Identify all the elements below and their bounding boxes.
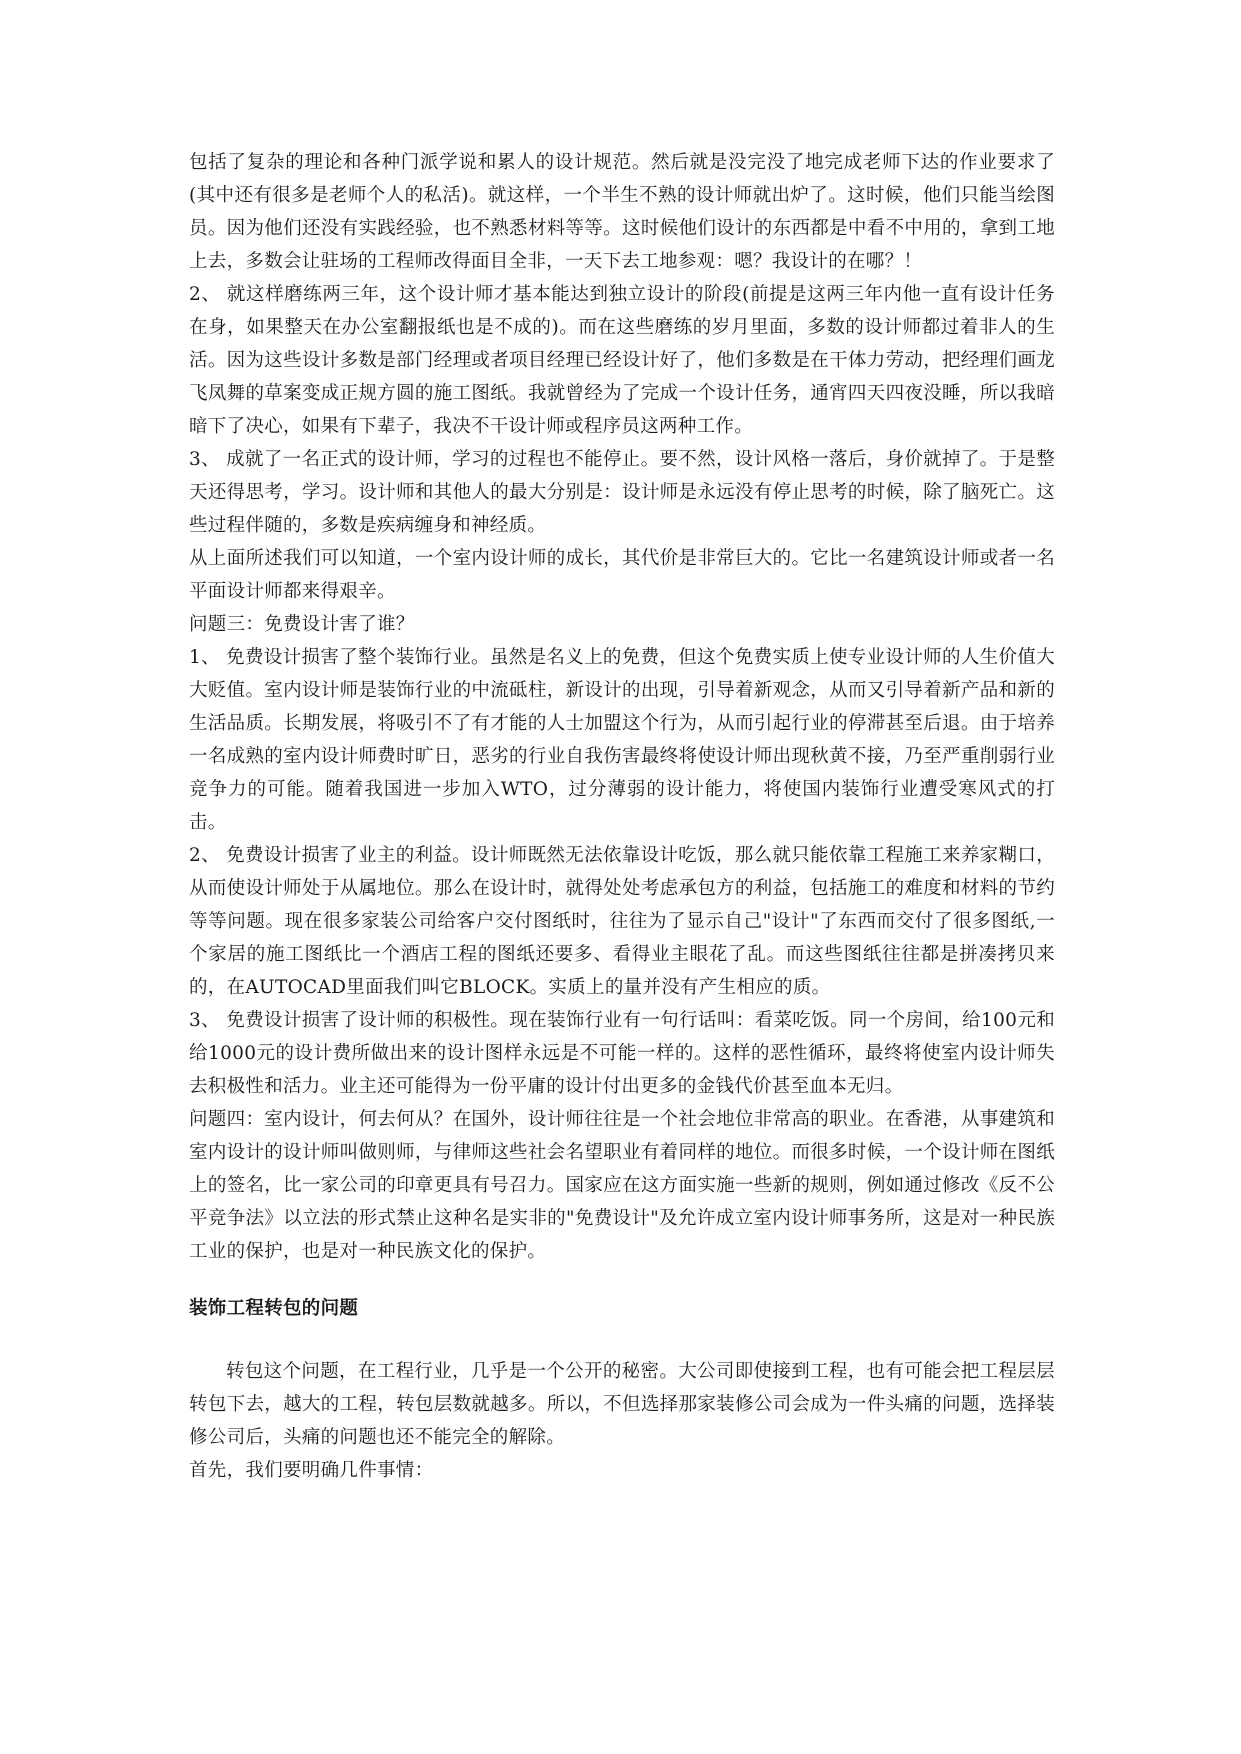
paragraph: 3、 成就了一名正式的设计师，学习的过程也不能停止。要不然，设计风格一落后，身价就掉了。于是整天还得思考，学习。设计师和其他人的最大分别是：设计师是永远没有停止思考的时候，除了脑死亡。这些过程伴随的，多数是疾病缠身和神经质。 bbox=[189, 449, 1055, 536]
paragraph: 3、 免费设计损害了设计师的积极性。现在装饰行业有一句行话叫：看菜吃饭。同一个房间，给100元和给1000元的设计费所做出来的设计图样永远是不可能一样的。这样的恶性循环，最终将使室内设计师失去积极性和活力。业主还可能得为一份平庸的设计付出更多的金钱代价甚至血本无归。 bbox=[189, 1010, 1055, 1097]
document-page bbox=[189, 146, 1055, 1487]
paragraph: 问题四：室内设计，何去何从？在国外，设计师往往是一个社会地位非常高的职业。在香港，从事建筑和室内设计的设计师叫做则师，与律师这些社会名望职业有着同样的地位。而很多时候，一个设计师在图纸上的签名，比一家公司的印章更具有号召力。国家应在这方面实施一些新的规则，例如通过修改《反不公平竞争法》以立法的形式禁止这种名是实非的"免费设计"及允许成立室内设计师事务所，这是对一种民族工业的保护，也是对一种民族文化的保护。 bbox=[189, 1109, 1055, 1262]
paragraph: 转包这个问题，在工程行业，几乎是一个公开的秘密。大公司即使接到工程，也有可能会把工程层层转包下去，越大的工程，转包层数就越多。所以，不但选择那家装修公司会成为一件头痛的问题，选择装修公司后，头痛的问题也还不能完全的解除。 bbox=[189, 1361, 1055, 1448]
paragraph: 2、 就这样磨练两三年，这个设计师才基本能达到独立设计的阶段(前提是这两三年内他一直有设计任务在身，如果整天在办公室翻报纸也是不成的)。而在这些磨练的岁月里面，多数的设计师都过着非人的生活。因为这些设计多数是部门经理或者项目经理已经设计好了，他们多数是在干体力劳动，把经理们画龙飞凤舞的草案变成正规方圆的施工图纸。我就曾经为了完成一个设计任务，通宵四天四夜没睡，所以我暗暗下了决心，如果有下辈子，我决不干设计师或程序员这两种工作。 bbox=[189, 284, 1055, 437]
paragraph: 问题三：免费设计害了谁？ bbox=[189, 614, 415, 635]
paragraph: 包括了复杂的理论和各种门派学说和累人的设计规范。然后就是没完没了地完成老师下达的作业要求了(其中还有很多是老师个人的私活)。就这样，一个半生不熟的设计师就出炉了。这时候，他们只能当绘图员。因为他们还没有实践经验，也不熟悉材料等等。这时候他们设计的东西都是中看不中用的，拿到工地上去，多数会让驻场的工程师改得面目全非，一天下去工地参观：嗯？我设计的在哪？！ bbox=[189, 152, 1055, 272]
section-heading: 装饰工程转包的问题 bbox=[189, 1298, 359, 1319]
paragraph: 1、 免费设计损害了整个装饰行业。虽然是名义上的免费，但这个免费实质上使专业设计师的人生价值大大贬值。室内设计师是装饰行业的中流砥柱，新设计的出现，引导着新观念，从而又引导着新产品和新的生活品质。长期发展，将吸引不了有才能的人士加盟这个行为，从而引起行业的停滞甚至后退。由于培养一名成熟的室内设计师费时旷日，恶劣的行业自我伤害最终将使设计师出现秋黄不接，乃至严重削弱行业竞争力的可能。随着我国进一步加入WTO，过分薄弱的设计能力，将使国内装饰行业遭受寒风式的打击。 bbox=[189, 647, 1055, 833]
paragraph: 从上面所述我们可以知道，一个室内设计师的成长，其代价是非常巨大的。它比一名建筑设计师或者一名平面设计师都来得艰辛。 bbox=[189, 548, 1055, 602]
paragraph: 2、 免费设计损害了业主的利益。设计师既然无法依靠设计吃饭，那么就只能依靠工程施工来养家糊口，从而使设计师处于从属地位。那么在设计时，就得处处考虑承包方的利益，包括施工的难度和材料的节约等等问题。现在很多家装公司给客户交付图纸时，往往为了显示自己"设计"了东西而交付了很多图纸,一个家居的施工图纸比一个酒店工程的图纸还要多、看得业主眼花了乱。而这些图纸往往都是拼凑拷贝来的，在AUTOCAD里面我们叫它BLOCK。实质上的量并没有产生相应的质。 bbox=[189, 845, 1055, 998]
paragraph: 首先，我们要明确几件事情： bbox=[189, 1460, 434, 1481]
